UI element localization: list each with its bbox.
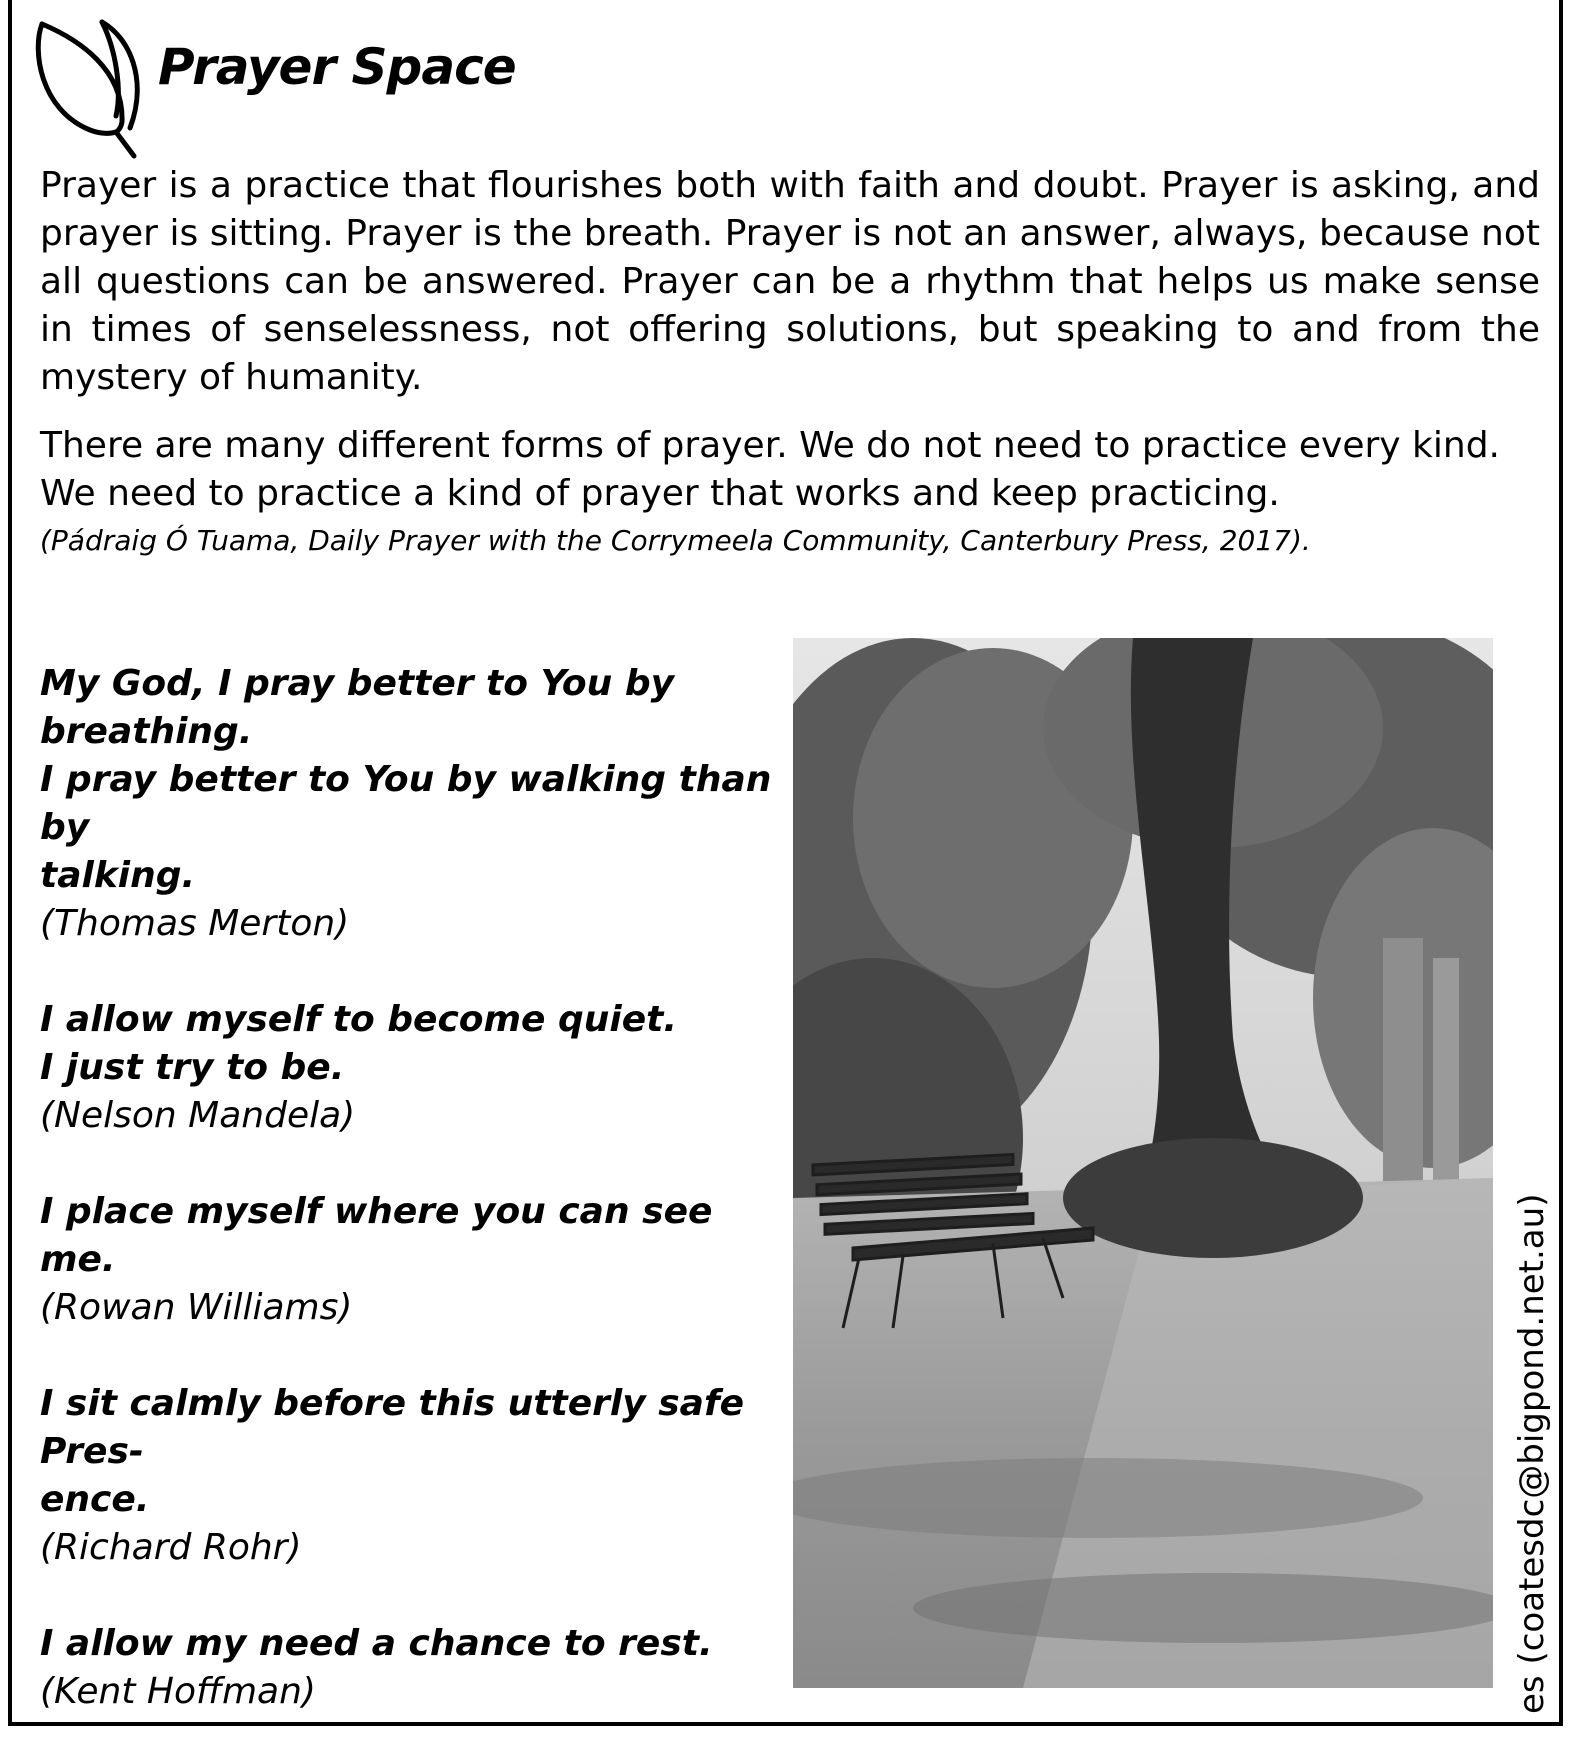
intro-paragraph-1: Prayer is a practice that flourishes both with faith and doubt. Prayer is asking, and prayer is sitting. Prayer is the breath. Prayer is not an answer, always, because not all questions can be answered. Prayer can be a rhythm that helps us make sense in times of senselessness, not offering solutions, but speaking to and from the mystery of humanity.	[40, 165, 1540, 398]
park-bench-photo-drawing	[793, 638, 1493, 1688]
quote-line: breathing.	[40, 711, 253, 752]
quote-author: (Nelson Mandela)	[40, 1095, 356, 1136]
quote-williams	[40, 1188, 780, 1332]
quote-author: (Rowan Williams)	[40, 1287, 353, 1328]
intro-text	[40, 162, 1540, 518]
park-bench-photo	[793, 638, 1493, 1688]
quote-line: I pray better to You by walking than by	[40, 759, 772, 848]
quote-line: ence.	[40, 1479, 150, 1520]
quote-merton	[40, 660, 780, 948]
photo-credit: es (coatesdc@bigpond.net.au)	[1512, 1193, 1552, 1714]
leaf-icon	[30, 10, 156, 160]
quote-line: talking.	[40, 855, 196, 896]
intro-paragraph-2	[40, 422, 1540, 518]
quote-line: I allow myself to become quiet.	[40, 999, 678, 1040]
page-title: Prayer Space	[158, 38, 516, 96]
intro-paragraph-2-line-2: We need to practice a kind of prayer that works and keep practicing.	[40, 473, 1280, 514]
quote-line: My God, I pray better to You by	[40, 663, 675, 704]
quotes-list	[40, 660, 780, 1764]
quote-mandela	[40, 996, 780, 1140]
quote-hoffman	[40, 1620, 780, 1716]
quote-author: (Richard Rohr)	[40, 1527, 302, 1568]
quote-line: I sit calmly before this utterly safe Pres-	[40, 1383, 745, 1472]
quote-line: I allow my need a chance to rest.	[40, 1623, 713, 1664]
quote-rohr	[40, 1380, 780, 1572]
quote-line: I just try to be.	[40, 1047, 345, 1088]
quote-line: I place myself where you can see me.	[40, 1191, 713, 1280]
quote-author: (Thomas Merton)	[40, 903, 350, 944]
intro-citation: (Pádraig Ó Tuama, Daily Prayer with the Corrymeela Community, Canterbury Press, 2017).	[40, 524, 1311, 557]
quote-author: (Kent Hoffman)	[40, 1671, 316, 1712]
intro-paragraph-2-line-1: There are many different forms of prayer. We do not need to practice every kind.	[40, 425, 1500, 466]
